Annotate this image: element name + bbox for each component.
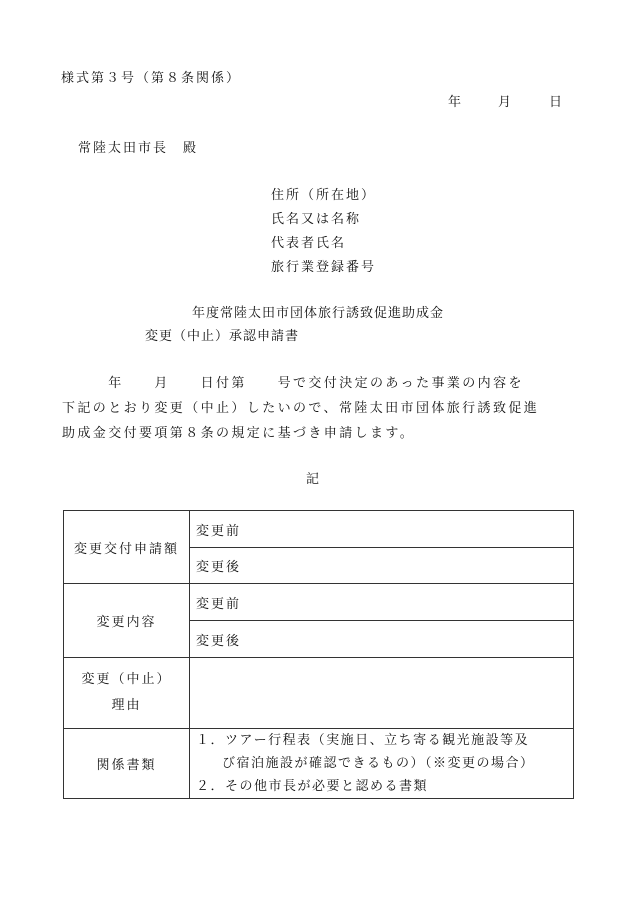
doc-item: ２．その他市長が必要と認める書類 [196, 779, 429, 794]
reason-value [190, 658, 574, 729]
document-title-line1: 年度常陸太田市団体旅行誘致促進助成金 [192, 306, 445, 321]
ki-heading: 記 [306, 472, 322, 487]
doc-item: １．ツアー行程表（実施日、立ち寄る観光施設等及 [196, 733, 530, 748]
body-paragraph [62, 371, 574, 446]
applicant-name: 氏名又は名称 [271, 212, 362, 227]
date-day: 日 [549, 95, 563, 110]
representative-name: 代表者氏名 [271, 236, 347, 251]
change-content-after: 変更後 [190, 621, 574, 658]
doc-item-continued: び宿泊施設が確認できるもの）（※変更の場合） [222, 756, 535, 771]
applicant-address: 住所（所在地） [271, 188, 377, 203]
change-amount-after: 変更後 [190, 548, 574, 584]
related-docs-label: 関係書類 [64, 729, 190, 799]
related-docs-list [190, 729, 574, 799]
reason-label [64, 658, 190, 729]
date-line [448, 91, 562, 110]
reason-label-line2: 理由 [111, 698, 142, 713]
change-amount-label: 変更交付申請額 [64, 511, 190, 584]
body-line: 助成金交付要項第８条の規定に基づき申請します。 [62, 426, 416, 441]
date-month: 月 [498, 95, 512, 110]
form-number: 様式第３号（第８条関係） [61, 71, 242, 86]
date-year: 年 [448, 95, 462, 110]
application-table [63, 510, 574, 799]
change-content-before: 変更前 [190, 584, 574, 621]
reason-label-line1: 変更（中止） [81, 672, 172, 687]
body-line: 年 月 日付第 号で交付決定のあった事業の内容を [62, 376, 524, 391]
addressee: 常陸太田市長 殿 [78, 141, 199, 156]
applicant-info [271, 184, 376, 280]
change-amount-before: 変更前 [190, 511, 574, 548]
travel-agency-reg-no: 旅行業登録番号 [271, 260, 377, 275]
change-content-label: 変更内容 [64, 584, 190, 658]
body-line: 下記のとおり変更（中止）したいので、常陸太田市団体旅行誘致促進 [62, 401, 540, 416]
document-title-line2: 変更（中止）承認申請書 [145, 329, 300, 344]
